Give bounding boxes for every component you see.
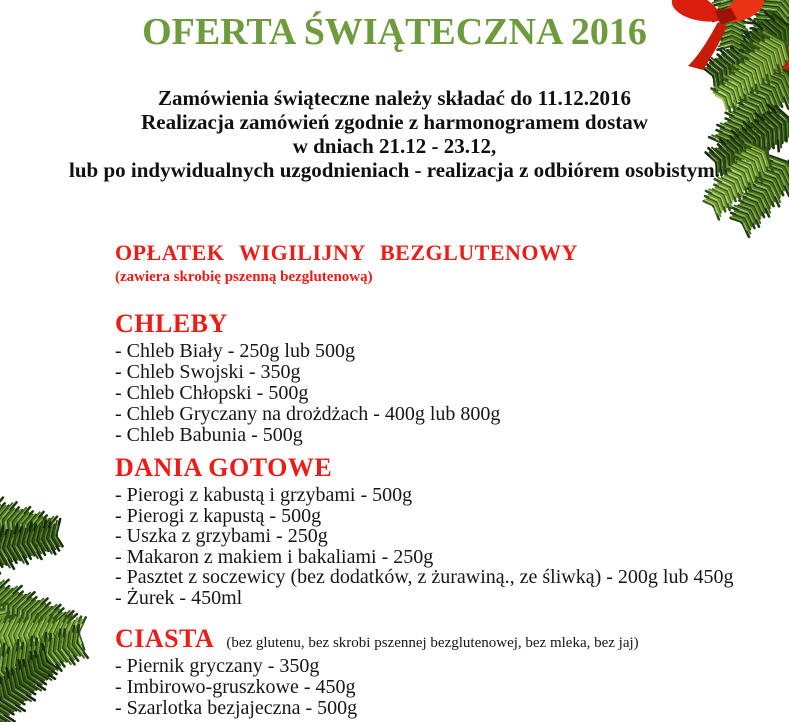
list-item: - Szarlotka bezjajeczna - 500g xyxy=(115,697,358,719)
intro-line: w dniach 21.12 - 23.12, xyxy=(292,134,497,158)
list-item: - Chleb Swojski - 350g xyxy=(115,361,301,383)
section-heading-chleby: CHLEBY xyxy=(115,309,228,338)
section-ciasta xyxy=(115,624,769,719)
pine-branch-icon xyxy=(0,518,67,581)
pine-branch-icon xyxy=(0,489,58,559)
section-heading-oplatek: OPŁATEK WIGILIJNY BEZGLUTENOWY xyxy=(115,240,578,265)
list-item: - Pasztet z soczewicy (bez dodatków, z żurawiną., ze śliwką) - 200g lub 450g xyxy=(115,566,734,588)
list-item: - Uszka z grzybami - 250g xyxy=(115,525,328,547)
chleby-item-list xyxy=(115,341,769,446)
list-item: - Chleb Gryczany na drożdżach - 400g lub 800g xyxy=(115,403,501,425)
intro-line: Realizacja zamówień zgodnie z harmonogramem dostaw xyxy=(141,110,648,134)
page-title: OFERTA ŚWIĄTECZNA 2016 xyxy=(142,11,647,53)
list-item: - Chleb Biały - 250g lub 500g xyxy=(115,340,355,362)
intro-text xyxy=(0,86,789,182)
section-heading-dania: DANIA GOTOWE xyxy=(115,453,333,482)
section-chleby xyxy=(115,309,769,446)
pine-branch-icon xyxy=(0,624,93,708)
pine-branch-cluster-bottom-left xyxy=(0,487,115,722)
section-oplatek xyxy=(115,240,769,286)
pine-branch-icon xyxy=(0,568,78,659)
dania-item-list xyxy=(115,485,769,608)
list-item: - Chleb Chłopski - 500g xyxy=(115,382,309,404)
section-heading-ciasta: CIASTA xyxy=(115,624,215,653)
pine-branch-icon xyxy=(0,593,54,697)
pine-branch-icon xyxy=(0,643,71,722)
list-item: - Żurek - 450ml xyxy=(115,586,243,609)
section-note-oplatek: (zawiera skrobię pszenną bezglutenową) xyxy=(115,269,373,285)
list-item: - Imbirowo-gruszkowe - 450g xyxy=(115,676,356,698)
list-item: - Makaron z makiem i bakaliami - 250g xyxy=(115,545,434,568)
list-item: - Pierogi z kapustą - 500g xyxy=(115,504,322,527)
list-item: - Pierogi z kabustą i grzybami - 500g xyxy=(115,484,413,506)
pine-branch-icon xyxy=(0,610,86,668)
section-note-ciasta: (bez glutenu, bez skrobi pszennej bezglutenowej, bez mleka, bez jaj) xyxy=(226,635,639,651)
intro-line: lub po indywidualnych uzgodnieniach - realizacja z odbiórem osobistym. xyxy=(69,158,720,182)
list-item: - Chleb Babunia - 500g xyxy=(115,424,303,446)
list-item: - Piernik gryczany - 350g xyxy=(115,655,320,677)
section-dania xyxy=(115,453,769,608)
intro-line: Zamówienia świąteczne należy składać do 11.12.2016 xyxy=(157,86,632,110)
ciasta-item-list xyxy=(115,656,769,719)
